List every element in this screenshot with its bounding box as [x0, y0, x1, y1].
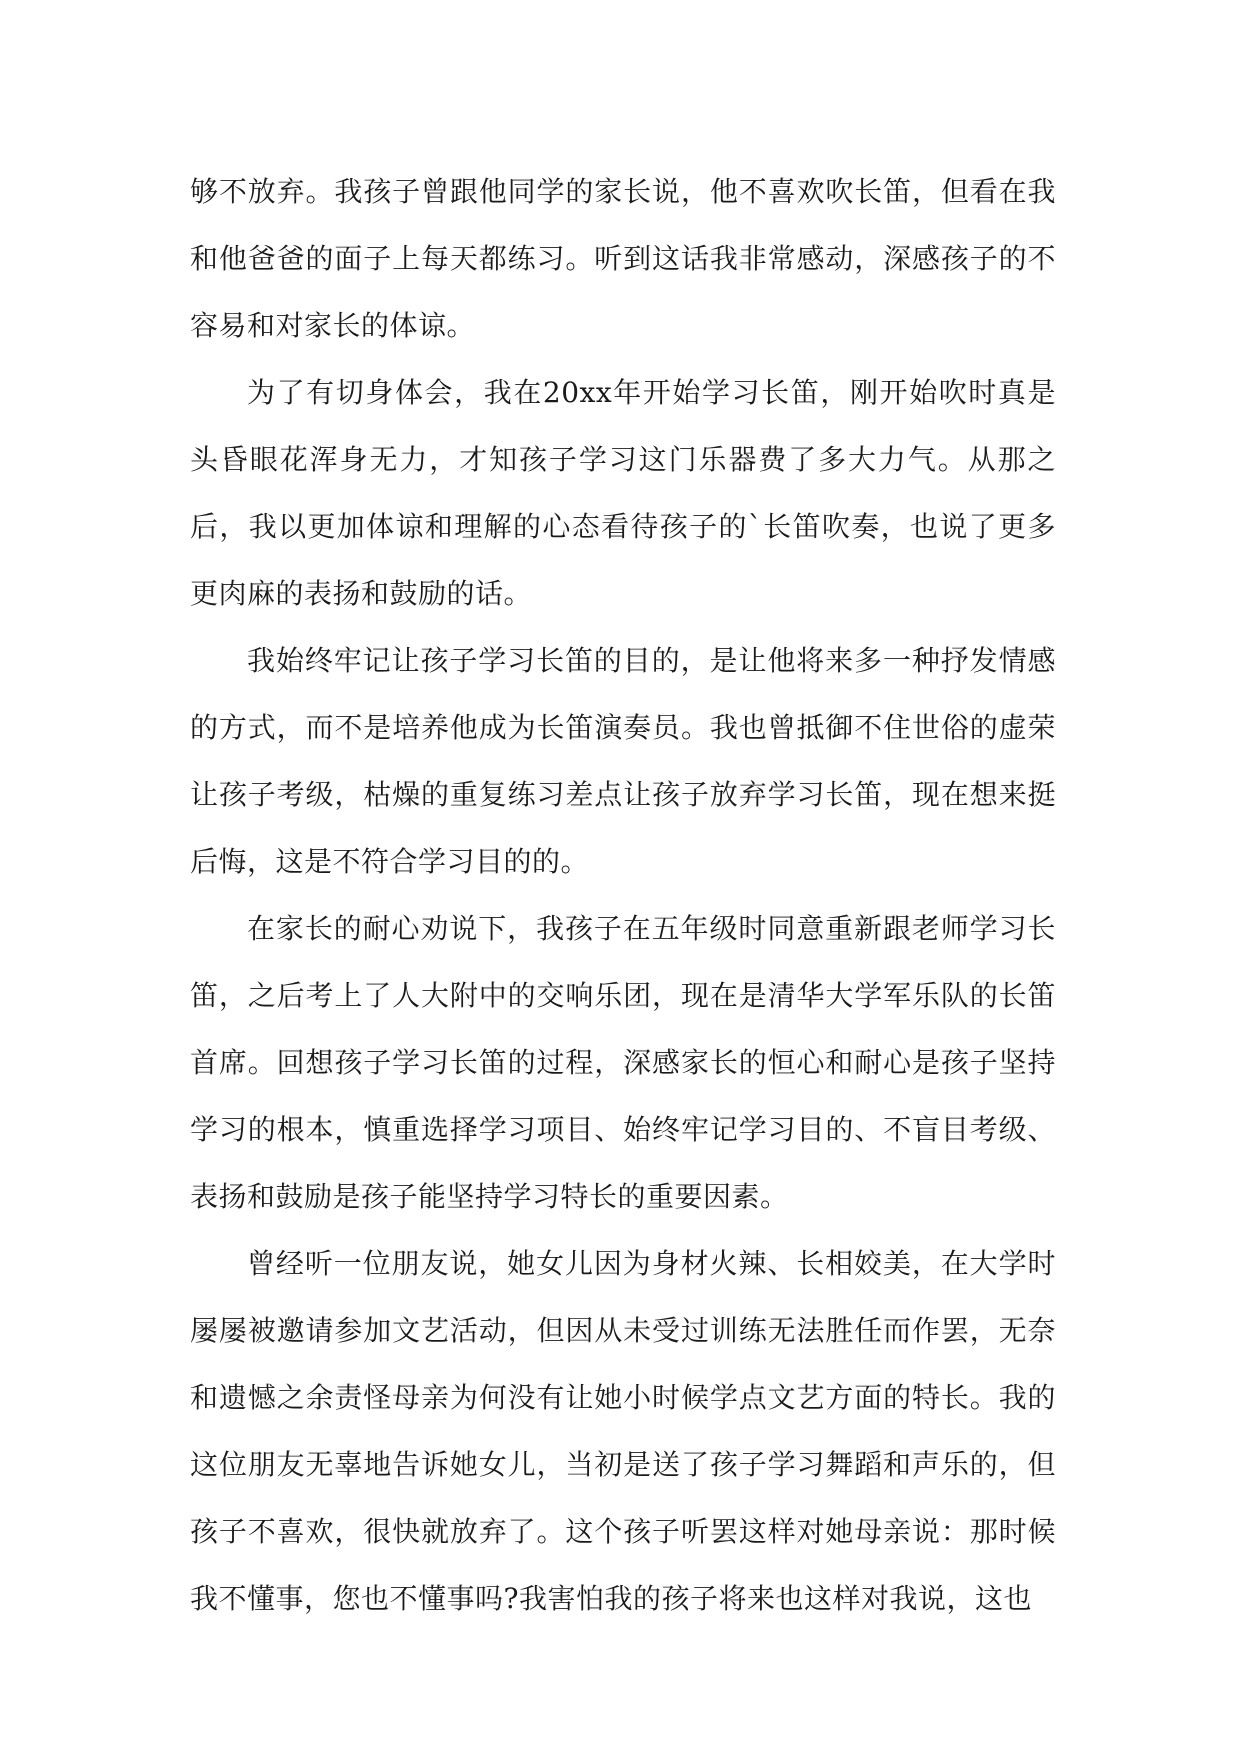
paragraph-3: 我始终牢记让孩子学习长笛的目的，是让他将来多一种抒发情感的方式，而不是培养他成为长笛演奏员。我也曾抵御不住世俗的虚荣让孩子考级，枯燥的重复练习差点让孩子放弃学习长笛，现在想来挺后悔，这是不符合学习目的的。	[190, 644, 1056, 878]
paragraph-5: 曾经听一位朋友说，她女儿因为身材火辣、长相姣美，在大学时屡屡被邀请参加文艺活动，但因从未受过训练无法胜任而作罢，无奈和遗憾之余责怪母亲为何没有让她小时候学点文艺方面的特长。我的这位朋友无辜地告诉她女儿，当初是送了孩子学习舞蹈和声乐的，但孩子不喜欢，很快就放弃了。这个孩子听罢这样对她母亲说：那时候我不懂事，您也不懂事吗?我害怕我的孩子将来也这样对我说，这也	[190, 1247, 1056, 1615]
paragraph-4: 在家长的耐心劝说下，我孩子在五年级时同意重新跟老师学习长笛，之后考上了人大附中的交响乐团，现在是清华大学军乐队的长笛首席。回想孩子学习长笛的过程，深感家长的恒心和耐心是孩子坚持学习的根本，慎重选择学习项目、始终牢记学习目的、不盲目考级、表扬和鼓励是孩子能坚持学习特长的重要因素。	[190, 912, 1056, 1213]
paragraph-2: 为了有切身体会，我在20xx年开始学习长笛，刚开始吹时真是头昏眼花浑身无力，才知孩子学习这门乐器费了多大力气。从那之后，我以更加体谅和理解的心态看待孩子的`长笛吹奏，也说了更多更肉麻的表扬和鼓励的话。	[190, 376, 1056, 610]
paragraph-1: 够不放弃。我孩子曾跟他同学的家长说，他不喜欢吹长笛，但看在我和他爸爸的面子上每天都练习。听到这话我非常感动，深感孩子的不容易和对家长的体谅。	[190, 175, 1056, 342]
document-body	[190, 158, 1056, 1632]
